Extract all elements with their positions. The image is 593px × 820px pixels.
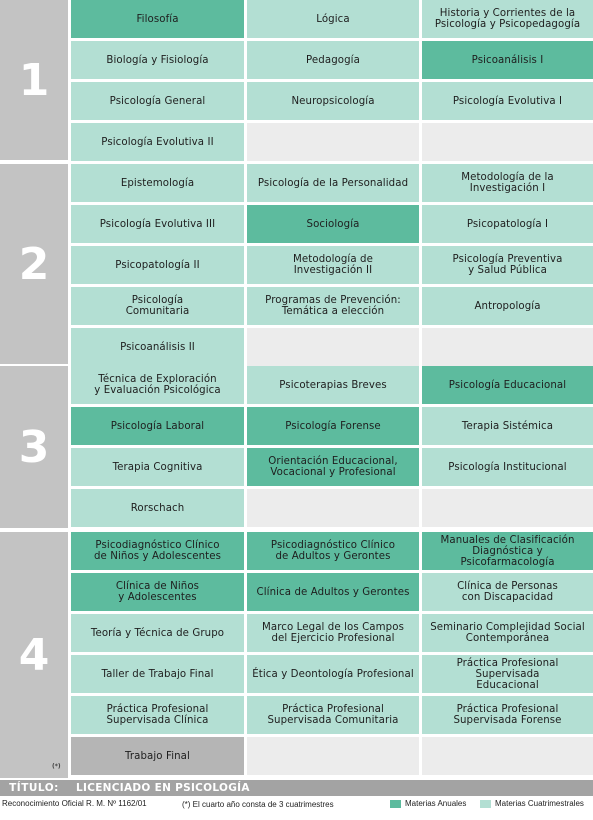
official-recognition: Reconocimiento Oficial R. M. Nº 1162/01: [2, 799, 147, 808]
subject-cell: Trabajo Final: [71, 737, 244, 775]
subject-cell: Psicoanálisis I: [422, 41, 593, 79]
legend-term-label: Materias Cuatrimestrales: [495, 799, 584, 808]
subject-cell: Psicología Comunitaria: [71, 287, 244, 325]
subject-cell: Terapia Sistémica: [422, 407, 593, 445]
empty-cell: [247, 737, 419, 775]
subject-cell: Clínica de Niños y Adolescentes: [71, 573, 244, 611]
year-block-4: [0, 532, 593, 778]
subject-cell: Psicología General: [71, 82, 244, 120]
legend-annual-label: Materias Anuales: [405, 799, 467, 808]
year-footnote-marker: (*): [52, 763, 61, 770]
subject-cell: Técnica de Exploración y Evaluación Psicológica: [71, 366, 244, 404]
subject-cell: Práctica Profesional Supervisada Comunitaria: [247, 696, 419, 734]
subject-cell: Psicología Laboral: [71, 407, 244, 445]
empty-cell: [422, 737, 593, 775]
footnote: (*) El cuarto año consta de 3 cuatrimestres: [182, 800, 334, 809]
empty-cell: [422, 489, 593, 527]
subject-cell: Psicología Educacional: [422, 366, 593, 404]
subject-cell: Rorschach: [71, 489, 244, 527]
degree-title-value: LICENCIADO EN PSICOLOGÍA: [76, 782, 250, 794]
legend-term-swatch: [480, 800, 491, 808]
subject-cell: Psicología Preventiva y Salud Pública: [422, 246, 593, 284]
subject-cell: Sociología: [247, 205, 419, 243]
subject-cell: Ética y Deontología Profesional: [247, 655, 419, 693]
subject-cell: Psicoterapias Breves: [247, 366, 419, 404]
year-number: 4 (*): [0, 532, 68, 778]
subject-cell: Psicoanálisis II: [71, 328, 244, 366]
subject-cell: Orientación Educacional, Vocacional y Profesional: [247, 448, 419, 486]
subject-cell: Psicología Institucional: [422, 448, 593, 486]
subject-cell: Práctica Profesional Supervisada Clínica: [71, 696, 244, 734]
year-number: 2: [0, 164, 68, 364]
subject-cell: Clínica de Personas con Discapacidad: [422, 573, 593, 611]
year-block-2: [0, 164, 593, 364]
subject-cell: Psicopatología II: [71, 246, 244, 284]
legend-annual: [390, 799, 466, 808]
subject-cell: Marco Legal de los Campos del Ejercicio Profesional: [247, 614, 419, 652]
subject-cell: Terapia Cognitiva: [71, 448, 244, 486]
subject-cell: Antropología: [422, 287, 593, 325]
empty-cell: [247, 489, 419, 527]
subject-cell: Psicología Evolutiva I: [422, 82, 593, 120]
year-block-3: [0, 366, 593, 528]
degree-title-label: TÍTULO:: [9, 782, 59, 794]
subject-cell: Programas de Prevención: Temática a elección: [247, 287, 419, 325]
subject-cell: Lógica: [247, 0, 419, 38]
subject-cell: Práctica Profesional Supervisada Educacional: [422, 655, 593, 693]
subject-cell: Psicología Forense: [247, 407, 419, 445]
subject-cell: Psicología Evolutiva II: [71, 123, 244, 161]
subject-cell: Psicopatología I: [422, 205, 593, 243]
empty-cell: [422, 123, 593, 161]
subject-cell: Biología y Fisiología: [71, 41, 244, 79]
subject-cell: Metodología de la Investigación I: [422, 164, 593, 202]
subject-cell: Práctica Profesional Supervisada Forense: [422, 696, 593, 734]
legend-term: [480, 799, 584, 808]
subject-cell: Metodología de Investigación II: [247, 246, 419, 284]
empty-cell: [247, 123, 419, 161]
footer: [0, 797, 593, 815]
subject-cell: Psicodiagnóstico Clínico de Niños y Adolescentes: [71, 532, 244, 570]
degree-title-bar: [0, 780, 593, 796]
subject-cell: Taller de Trabajo Final: [71, 655, 244, 693]
subject-cell: Pedagogía: [247, 41, 419, 79]
subject-cell: Historia y Corrientes de la Psicología y Psicopedagogía: [422, 0, 593, 38]
subject-cell: Clínica de Adultos y Gerontes: [247, 573, 419, 611]
subject-cell: Neuropsicología: [247, 82, 419, 120]
subject-cell: Psicología de la Personalidad: [247, 164, 419, 202]
subject-cell: Manuales de Clasificación Diagnóstica y Psicofarmacología: [422, 532, 593, 570]
subject-cell: Filosofía: [71, 0, 244, 38]
subject-cell: Seminario Complejidad Social Contemporánea: [422, 614, 593, 652]
empty-cell: [247, 328, 419, 366]
year-block-1: [0, 0, 593, 160]
year-number: 3: [0, 366, 68, 528]
legend-annual-swatch: [390, 800, 401, 808]
subject-cell: Epistemología: [71, 164, 244, 202]
empty-cell: [422, 328, 593, 366]
subject-cell: Psicodiagnóstico Clínico de Adultos y Gerontes: [247, 532, 419, 570]
subject-cell: Psicología Evolutiva III: [71, 205, 244, 243]
subject-cell: Teoría y Técnica de Grupo: [71, 614, 244, 652]
year-number: 1: [0, 0, 68, 160]
